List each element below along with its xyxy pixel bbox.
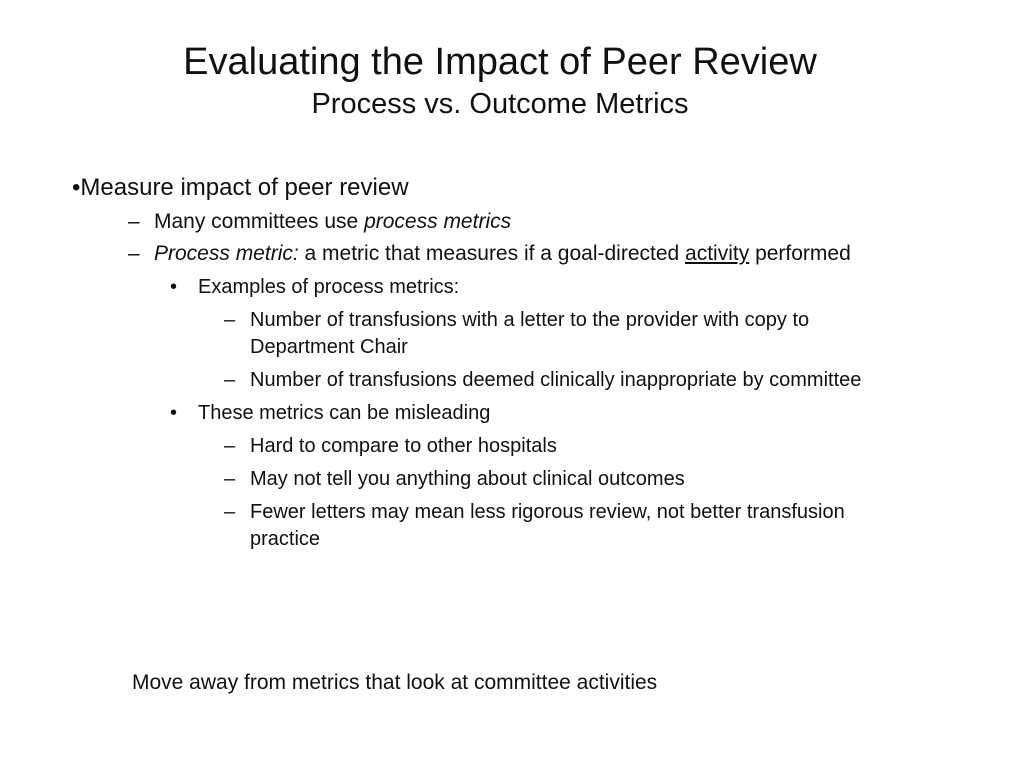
dash-marker: – xyxy=(128,210,140,233)
definition-text-end: performed xyxy=(749,242,851,265)
bullet-examples-text: Examples of process metrics: xyxy=(198,276,460,298)
list-item-text: Hard to compare to other hospitals xyxy=(250,435,557,457)
slide-body xyxy=(72,172,892,553)
list-item-text: Fewer letters may mean less rigorous review, not better transfusion practice xyxy=(250,501,845,550)
list-item xyxy=(72,307,892,361)
dash-marker: – xyxy=(224,501,236,523)
definition-underlined: activity xyxy=(685,242,750,265)
definition-term: Process metric: xyxy=(154,242,299,265)
dash-marker: – xyxy=(224,468,236,490)
dash-marker: – xyxy=(224,369,236,391)
list-item-text: Number of transfusions deemed clinically inappropriate by committee xyxy=(250,369,862,391)
sub-bullet-text: Many committees use xyxy=(154,210,365,233)
list-item-text: May not tell you anything about clinical outcomes xyxy=(250,468,685,490)
dash-marker: – xyxy=(128,242,140,265)
title-block xyxy=(0,38,1000,122)
sub-bullet-committees xyxy=(72,208,892,236)
bullet-marker: • xyxy=(72,174,81,201)
list-item-text: Number of transfusions with a letter to the provider with copy to Department Chair xyxy=(250,309,810,358)
bullet-main-text: Measure impact of peer review xyxy=(80,174,409,201)
sub-bullet-italic: process metrics xyxy=(364,210,512,233)
bullet-misleading-text: These metrics can be misleading xyxy=(198,402,491,424)
dash-marker: – xyxy=(224,435,236,457)
conclusion-text: Move away from metrics that look at committee activities xyxy=(132,671,658,694)
list-item xyxy=(72,466,892,493)
list-item xyxy=(72,367,892,394)
sub-bullet-definition xyxy=(72,240,892,268)
bullet-marker: • xyxy=(170,276,178,298)
bullet-marker: • xyxy=(170,402,178,424)
bullet-main xyxy=(72,172,892,204)
dash-marker: – xyxy=(224,309,236,331)
slide-subtitle: Process vs. Outcome Metrics xyxy=(311,88,689,120)
list-item xyxy=(72,499,892,553)
slide-title: Evaluating the Impact of Peer Review xyxy=(183,41,817,83)
bullet-misleading xyxy=(72,400,892,427)
bullet-examples xyxy=(72,274,892,301)
definition-text: a metric that measures if a goal-directed xyxy=(298,242,686,265)
list-item xyxy=(72,433,892,460)
